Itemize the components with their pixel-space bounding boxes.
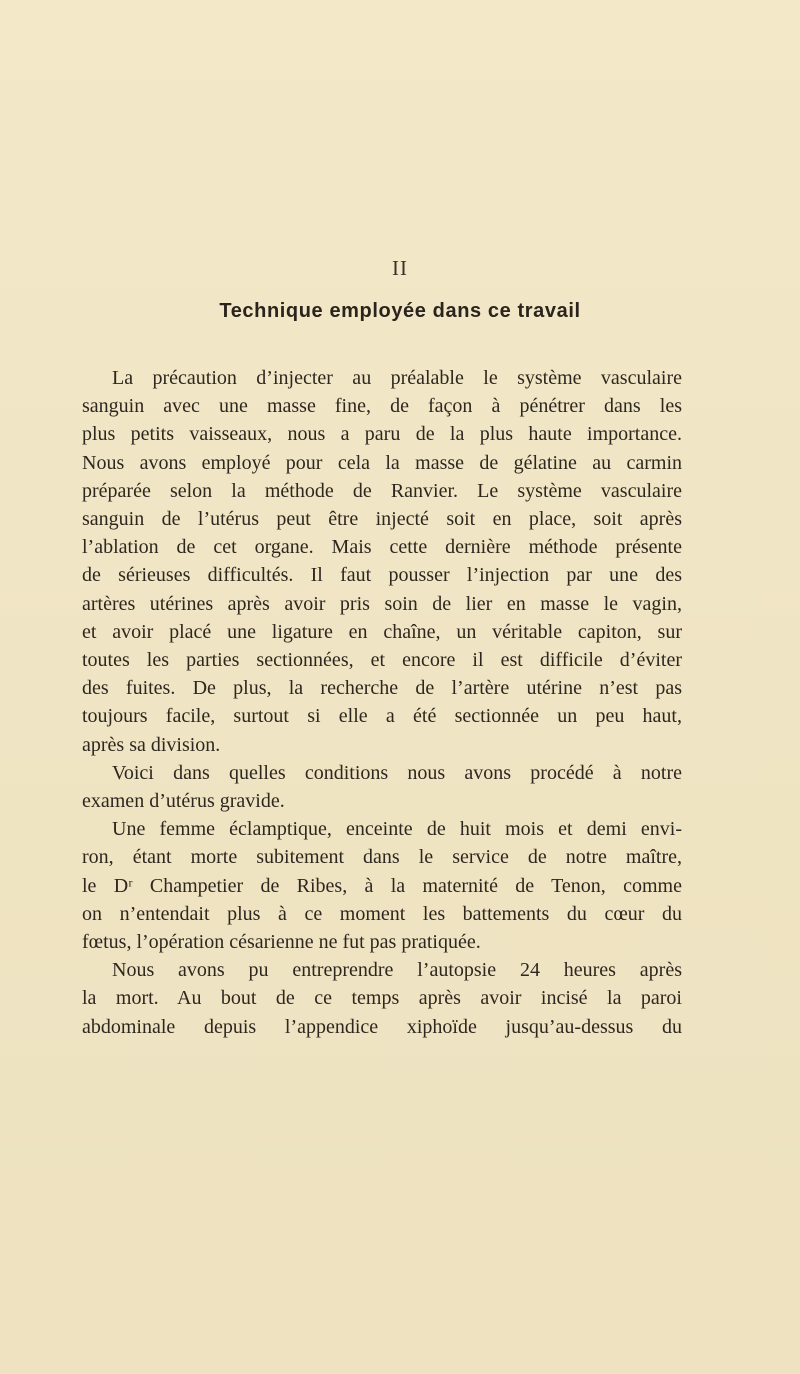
text-line: des fuites. De plus, la recherche de l’artère utérine n’est pas xyxy=(82,677,682,700)
text-line: toujours facile, surtout si elle a été sectionnée un peu haut, xyxy=(82,705,682,728)
text-line: de sérieuses difficultés. Il faut pousser l’injection par une des xyxy=(82,564,682,587)
text-line: La précaution d’injecter au préalable le système vasculaire xyxy=(112,367,682,389)
text-line: ron, étant morte subitement dans le service de notre maître, xyxy=(82,846,682,869)
text-line: plus petits vaisseaux, nous a paru de la plus haute importance. xyxy=(82,423,682,446)
text-line: on n’entendait plus à ce moment les battements du cœur du xyxy=(82,902,682,925)
text-line: Nous avons employé pour cela la masse de gélatine au carmin xyxy=(82,451,682,474)
text-line: Une femme éclamptique, enceinte de huit mois et demi envi- xyxy=(112,818,682,841)
text-line: et avoir placé une ligature en chaîne, un véritable capiton, sur xyxy=(82,620,682,643)
paragraph-2 xyxy=(52,759,682,815)
text-line: examen d’utérus gravide. xyxy=(82,790,285,813)
text-line: fœtus, l’opération césarienne ne fut pas pratiquée. xyxy=(82,931,481,954)
text-line: abdominale depuis l’appendice xiphoïde jusqu’au-dessus du xyxy=(82,1015,682,1038)
body-text xyxy=(52,364,682,1041)
text-line: la mort. Au bout de ce temps après avoir incisé la paroi xyxy=(82,987,682,1010)
text-line: Nous avons pu entreprendre l’autopsie 24 heures après xyxy=(112,959,682,982)
paragraph-1 xyxy=(52,364,682,759)
text-line: après sa division. xyxy=(82,733,221,756)
text-line: préparée selon la méthode de Ranvier. Le système vasculaire xyxy=(82,479,682,502)
text-line: sanguin avec une masse fine, de façon à pénétrer dans les xyxy=(82,395,682,418)
text-line: l’ablation de cet organe. Mais cette dernière méthode présente xyxy=(82,536,682,559)
chapter-number: II xyxy=(392,256,408,280)
text-line: artères utérines après avoir pris soin de lier en masse le vagin, xyxy=(82,592,682,615)
text-line: sanguin de l’utérus peut être injecté soit en place, soit après xyxy=(82,508,682,531)
text-line: Voici dans quelles conditions nous avons procédé à notre xyxy=(112,761,682,784)
paragraph-3 xyxy=(52,815,682,956)
chapter-title: Technique employée dans ce travail xyxy=(219,300,581,322)
text-line: toutes les parties sectionnées, et encore il est difficile d’éviter xyxy=(82,649,682,672)
text-line: le Dʳ Champetier de Ribes, à la maternité de Tenon, comme xyxy=(82,874,682,897)
paragraph-4 xyxy=(52,956,682,1041)
